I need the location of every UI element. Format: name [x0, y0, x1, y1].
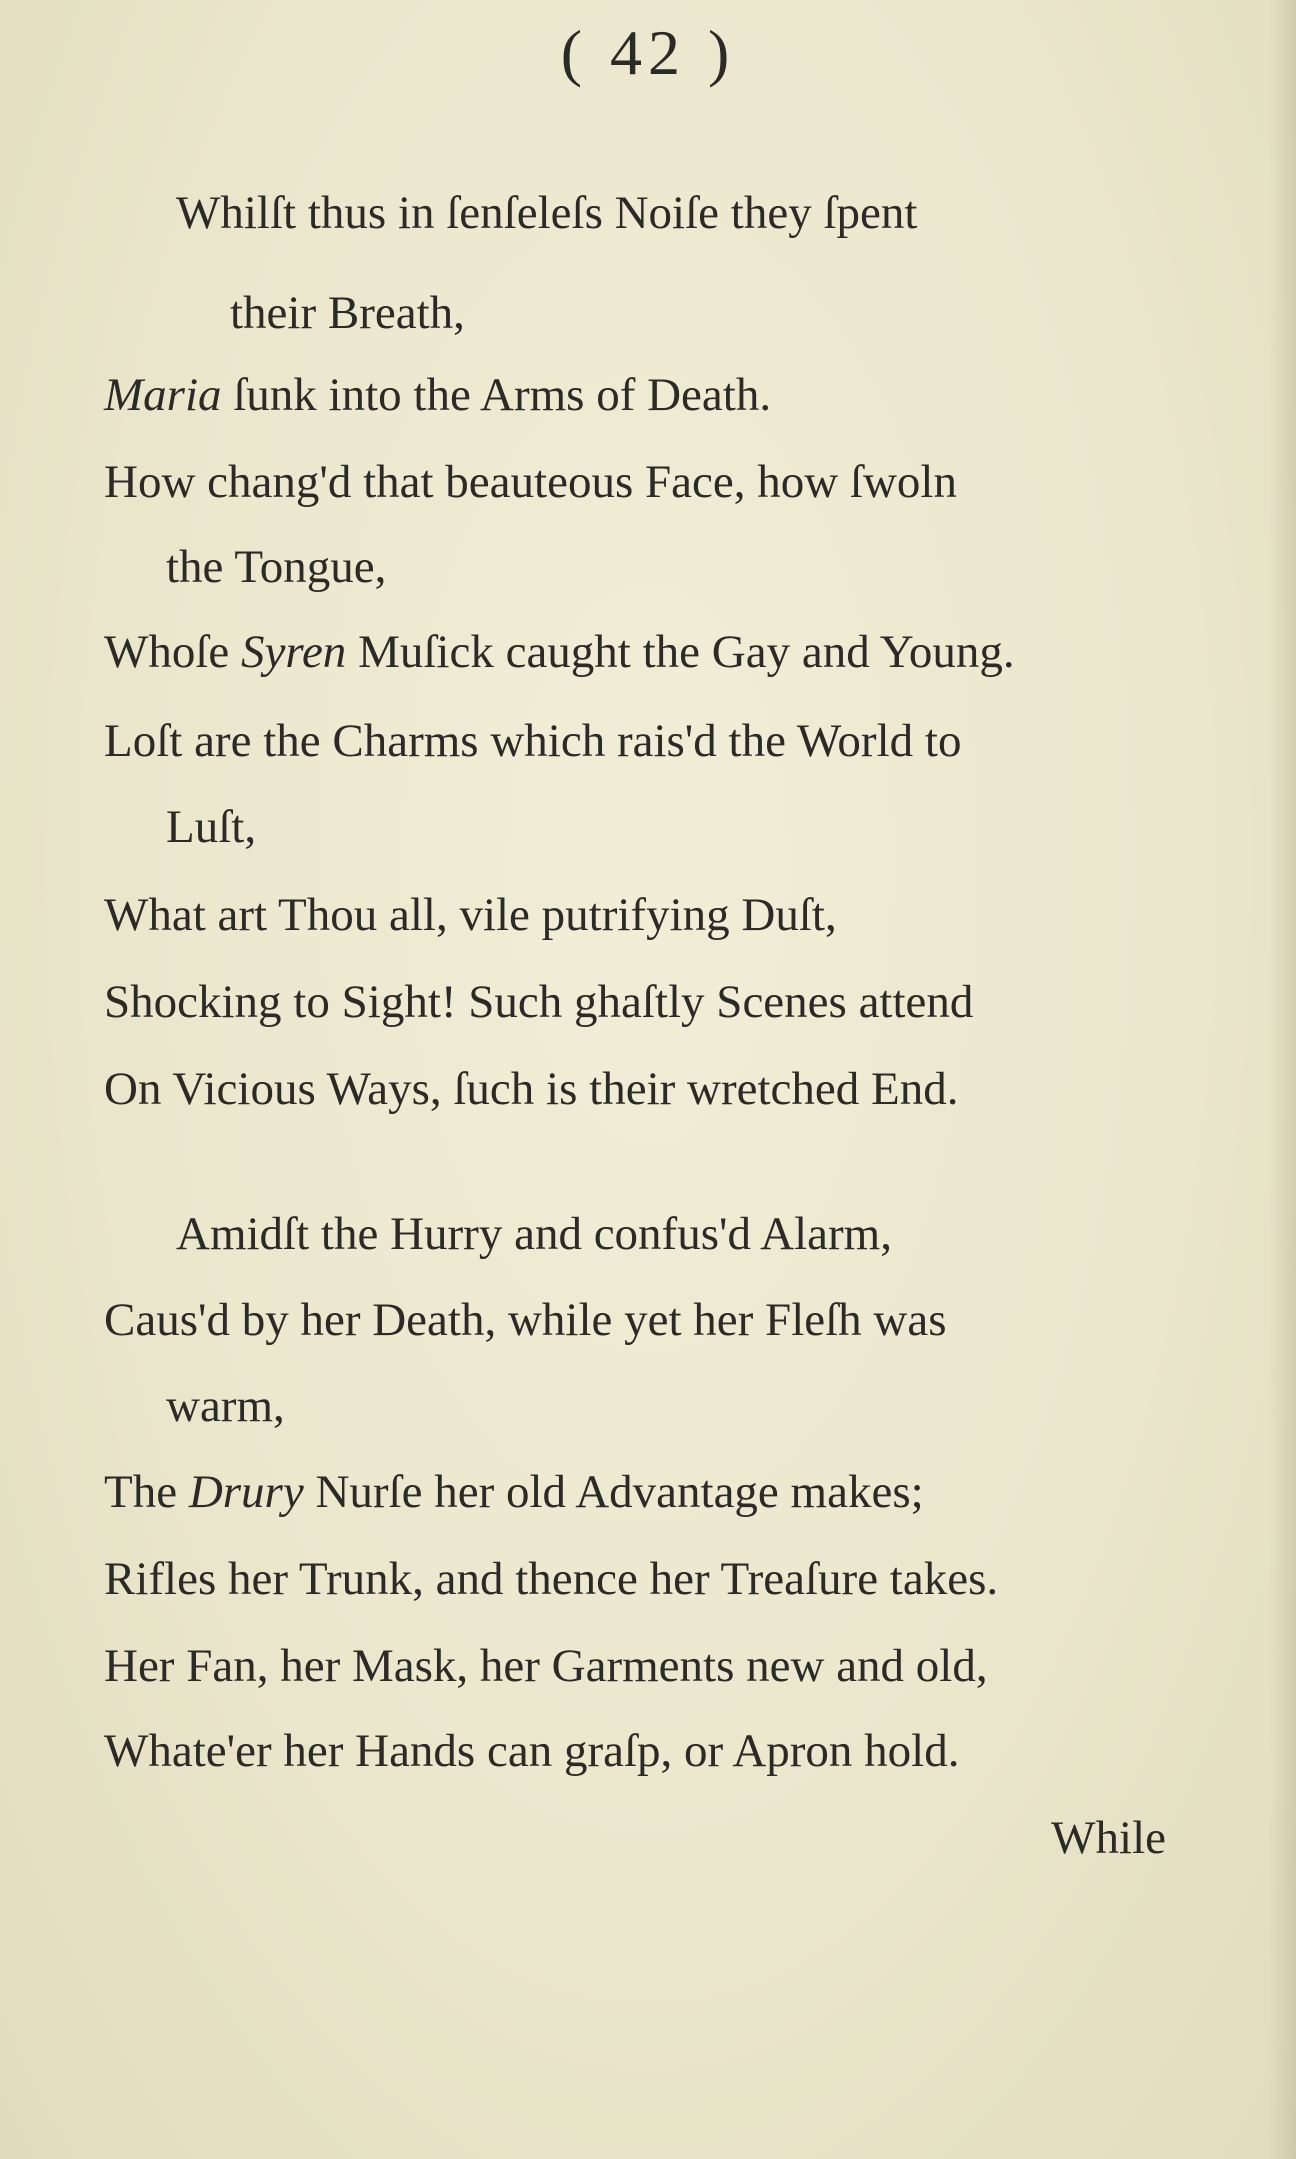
verse-line: What art Thou all, vile putrifying Duſt,	[104, 889, 837, 941]
verse-line: On Vicious Ways, ſuch is their wretched End.	[104, 1063, 959, 1115]
verse-line-turnover: warm,	[166, 1380, 285, 1432]
verse-text: Muſick caught the Gay and Young.	[346, 626, 1015, 678]
verse-line: Shocking to Sight! Such ghaſtly Scenes attend	[104, 976, 974, 1028]
verse-line-turnover: their Breath,	[230, 287, 465, 339]
verse-line: Loſt are the Charms which rais'd the World to	[104, 715, 962, 767]
verse-text: Nurſe her old Advantage makes;	[303, 1466, 924, 1518]
verse-line: How chang'd that beauteous Face, how ſwoln	[104, 456, 957, 508]
verse-text: The	[104, 1466, 189, 1518]
verse-line: Whilſt thus in ſenſeleſs Noiſe they ſpent	[176, 187, 918, 239]
verse-line: Whate'er her Hands can graſp, or Apron hold.	[104, 1725, 960, 1777]
verse-line	[104, 365, 771, 425]
verse-line-turnover: the Tongue,	[166, 541, 387, 593]
verse-line	[104, 1462, 924, 1522]
italic-word: Drury	[188, 1466, 304, 1518]
verse-text: ſunk into the Arms of Death.	[221, 369, 772, 421]
catchword: While	[1051, 1812, 1166, 1864]
verse-line-turnover: Luſt,	[166, 801, 257, 853]
verse-line	[104, 622, 1015, 682]
verse-text: Whoſe	[104, 626, 242, 678]
italic-word: Syren	[241, 626, 347, 678]
page-edge-shadow	[1268, 0, 1296, 2159]
character-name: Maria	[104, 369, 222, 421]
page-number: ( 42 )	[560, 17, 736, 88]
verse-line: Caus'd by her Death, while yet her Fleſh was	[104, 1294, 947, 1346]
verse-line: Rifles her Trunk, and thence her Treaſure takes.	[104, 1553, 999, 1605]
verse-line: Amidſt the Hurry and confus'd Alarm,	[176, 1208, 892, 1260]
verse-line: Her Fan, her Mask, her Garments new and old,	[104, 1640, 988, 1692]
